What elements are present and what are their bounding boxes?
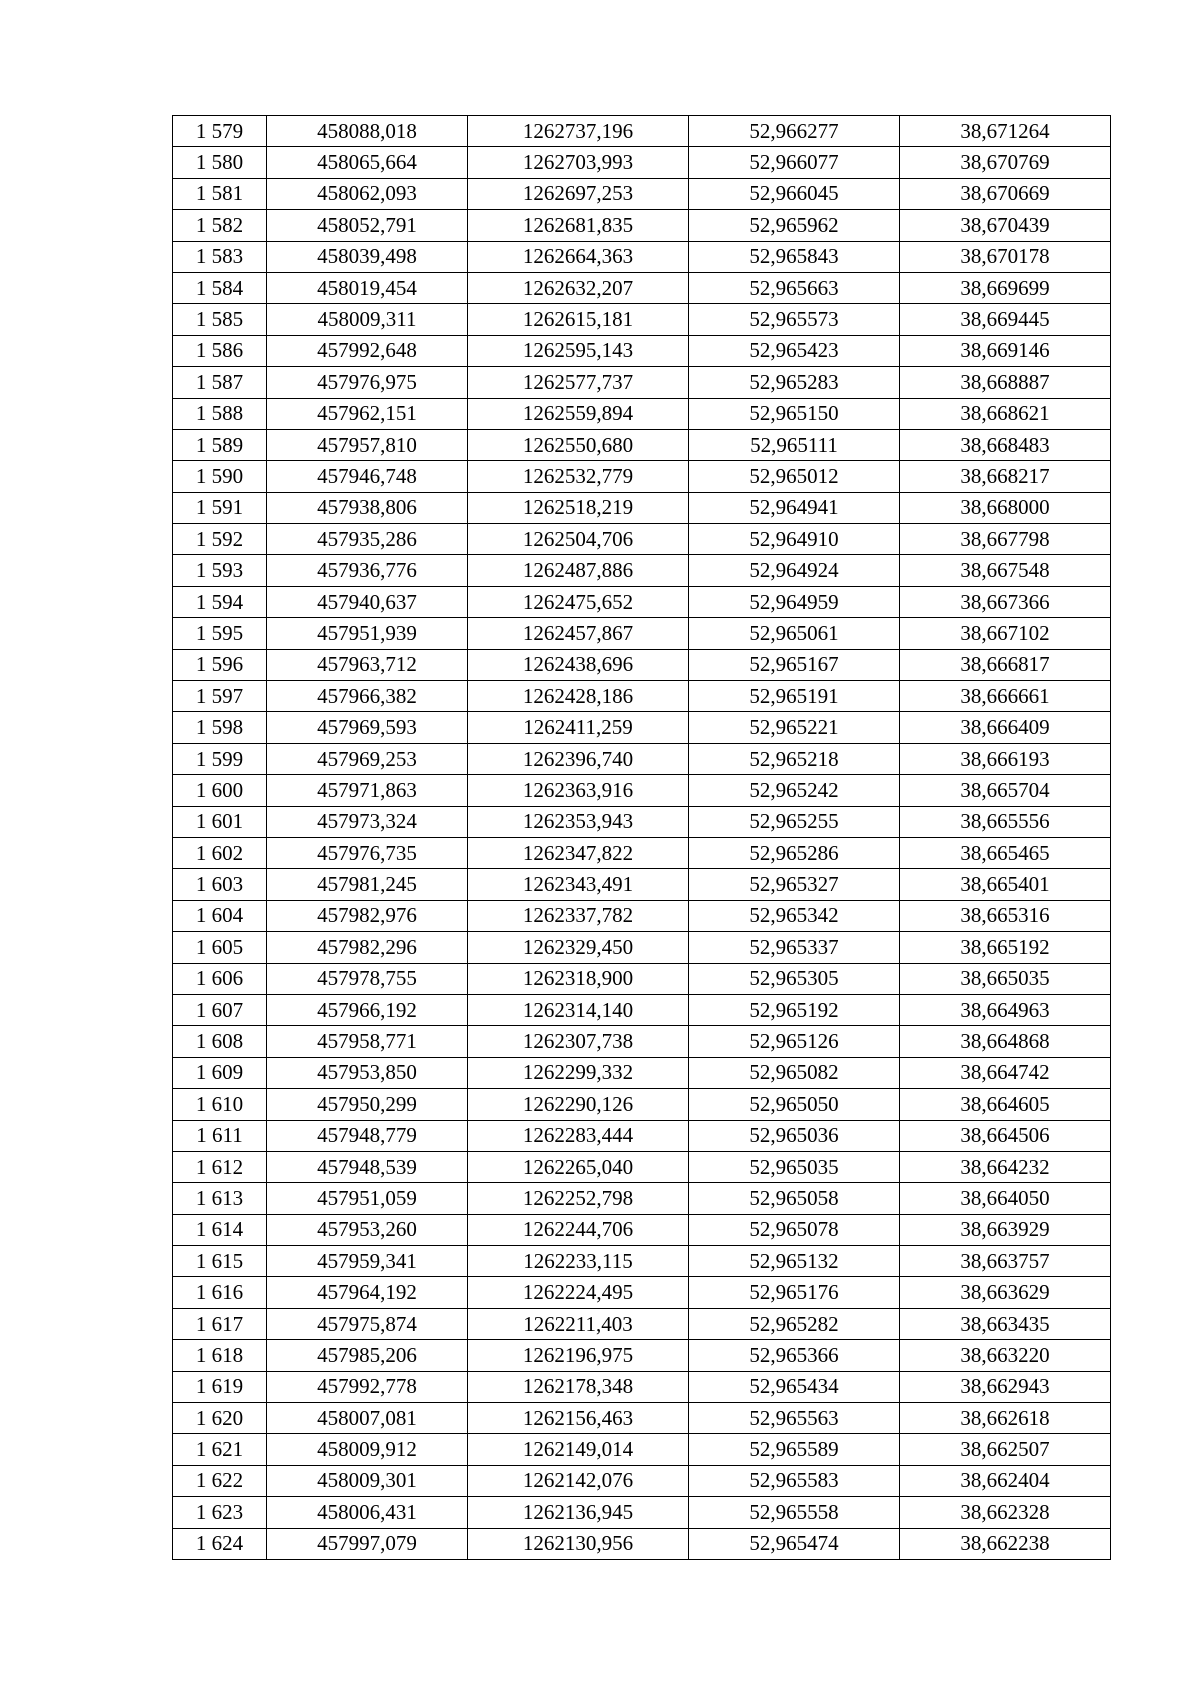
table-row bbox=[173, 775, 1111, 806]
y-coordinate-cell: 1262337,782 bbox=[468, 900, 689, 931]
x-coordinate-cell: 458019,454 bbox=[267, 272, 468, 303]
latitude-cell: 52,965255 bbox=[689, 806, 900, 837]
longitude-cell: 38,664963 bbox=[900, 994, 1111, 1025]
longitude-cell: 38,670178 bbox=[900, 241, 1111, 272]
latitude-cell: 52,965192 bbox=[689, 994, 900, 1025]
point-number-cell: 1 620 bbox=[173, 1403, 267, 1434]
point-number-cell: 1 618 bbox=[173, 1340, 267, 1371]
longitude-cell: 38,664232 bbox=[900, 1151, 1111, 1182]
x-coordinate-cell: 457962,151 bbox=[267, 398, 468, 429]
point-number-cell: 1 621 bbox=[173, 1434, 267, 1465]
table-row bbox=[173, 837, 1111, 868]
latitude-cell: 52,965132 bbox=[689, 1246, 900, 1277]
longitude-cell: 38,663220 bbox=[900, 1340, 1111, 1371]
longitude-cell: 38,668483 bbox=[900, 429, 1111, 460]
longitude-cell: 38,666661 bbox=[900, 681, 1111, 712]
table-row bbox=[173, 492, 1111, 523]
point-number-cell: 1 619 bbox=[173, 1371, 267, 1402]
point-number-cell: 1 617 bbox=[173, 1308, 267, 1339]
coordinates-table bbox=[172, 115, 1111, 1560]
y-coordinate-cell: 1262224,495 bbox=[468, 1277, 689, 1308]
longitude-cell: 38,662328 bbox=[900, 1497, 1111, 1528]
point-number-cell: 1 610 bbox=[173, 1089, 267, 1120]
x-coordinate-cell: 457971,863 bbox=[267, 775, 468, 806]
point-number-cell: 1 608 bbox=[173, 1026, 267, 1057]
point-number-cell: 1 579 bbox=[173, 116, 267, 147]
latitude-cell: 52,965305 bbox=[689, 963, 900, 994]
x-coordinate-cell: 457978,755 bbox=[267, 963, 468, 994]
table-row bbox=[173, 1340, 1111, 1371]
table-row bbox=[173, 147, 1111, 178]
longitude-cell: 38,666193 bbox=[900, 743, 1111, 774]
latitude-cell: 52,965583 bbox=[689, 1465, 900, 1496]
point-number-cell: 1 602 bbox=[173, 837, 267, 868]
y-coordinate-cell: 1262703,993 bbox=[468, 147, 689, 178]
table-row bbox=[173, 398, 1111, 429]
longitude-cell: 38,664506 bbox=[900, 1120, 1111, 1151]
y-coordinate-cell: 1262632,207 bbox=[468, 272, 689, 303]
coordinates-table-body bbox=[173, 116, 1111, 1560]
point-number-cell: 1 611 bbox=[173, 1120, 267, 1151]
longitude-cell: 38,667366 bbox=[900, 586, 1111, 617]
table-row bbox=[173, 743, 1111, 774]
table-row bbox=[173, 555, 1111, 586]
x-coordinate-cell: 458009,301 bbox=[267, 1465, 468, 1496]
y-coordinate-cell: 1262518,219 bbox=[468, 492, 689, 523]
table-row bbox=[173, 335, 1111, 366]
point-number-cell: 1 586 bbox=[173, 335, 267, 366]
x-coordinate-cell: 457997,079 bbox=[267, 1528, 468, 1559]
latitude-cell: 52,966045 bbox=[689, 178, 900, 209]
latitude-cell: 52,965191 bbox=[689, 681, 900, 712]
latitude-cell: 52,965078 bbox=[689, 1214, 900, 1245]
y-coordinate-cell: 1262411,259 bbox=[468, 712, 689, 743]
table-row bbox=[173, 1465, 1111, 1496]
latitude-cell: 52,965176 bbox=[689, 1277, 900, 1308]
point-number-cell: 1 581 bbox=[173, 178, 267, 209]
y-coordinate-cell: 1262318,900 bbox=[468, 963, 689, 994]
longitude-cell: 38,664050 bbox=[900, 1183, 1111, 1214]
y-coordinate-cell: 1262559,894 bbox=[468, 398, 689, 429]
point-number-cell: 1 584 bbox=[173, 272, 267, 303]
longitude-cell: 38,667798 bbox=[900, 524, 1111, 555]
latitude-cell: 52,965036 bbox=[689, 1120, 900, 1151]
y-coordinate-cell: 1262211,403 bbox=[468, 1308, 689, 1339]
point-number-cell: 1 588 bbox=[173, 398, 267, 429]
longitude-cell: 38,665465 bbox=[900, 837, 1111, 868]
table-row bbox=[173, 1246, 1111, 1277]
point-number-cell: 1 612 bbox=[173, 1151, 267, 1182]
table-row bbox=[173, 1183, 1111, 1214]
point-number-cell: 1 607 bbox=[173, 994, 267, 1025]
y-coordinate-cell: 1262307,738 bbox=[468, 1026, 689, 1057]
latitude-cell: 52,965061 bbox=[689, 618, 900, 649]
table-row bbox=[173, 712, 1111, 743]
y-coordinate-cell: 1262178,348 bbox=[468, 1371, 689, 1402]
y-coordinate-cell: 1262156,463 bbox=[468, 1403, 689, 1434]
y-coordinate-cell: 1262457,867 bbox=[468, 618, 689, 649]
point-number-cell: 1 615 bbox=[173, 1246, 267, 1277]
x-coordinate-cell: 457964,192 bbox=[267, 1277, 468, 1308]
x-coordinate-cell: 457982,976 bbox=[267, 900, 468, 931]
table-row bbox=[173, 461, 1111, 492]
y-coordinate-cell: 1262504,706 bbox=[468, 524, 689, 555]
y-coordinate-cell: 1262396,740 bbox=[468, 743, 689, 774]
y-coordinate-cell: 1262550,680 bbox=[468, 429, 689, 460]
longitude-cell: 38,668621 bbox=[900, 398, 1111, 429]
longitude-cell: 38,669146 bbox=[900, 335, 1111, 366]
point-number-cell: 1 595 bbox=[173, 618, 267, 649]
y-coordinate-cell: 1262130,956 bbox=[468, 1528, 689, 1559]
y-coordinate-cell: 1262577,737 bbox=[468, 367, 689, 398]
table-row bbox=[173, 241, 1111, 272]
latitude-cell: 52,965218 bbox=[689, 743, 900, 774]
x-coordinate-cell: 457966,192 bbox=[267, 994, 468, 1025]
latitude-cell: 52,965242 bbox=[689, 775, 900, 806]
latitude-cell: 52,965663 bbox=[689, 272, 900, 303]
y-coordinate-cell: 1262487,886 bbox=[468, 555, 689, 586]
point-number-cell: 1 593 bbox=[173, 555, 267, 586]
latitude-cell: 52,965589 bbox=[689, 1434, 900, 1465]
longitude-cell: 38,662618 bbox=[900, 1403, 1111, 1434]
table-row bbox=[173, 1434, 1111, 1465]
x-coordinate-cell: 457958,771 bbox=[267, 1026, 468, 1057]
latitude-cell: 52,965283 bbox=[689, 367, 900, 398]
y-coordinate-cell: 1262265,040 bbox=[468, 1151, 689, 1182]
latitude-cell: 52,965558 bbox=[689, 1497, 900, 1528]
latitude-cell: 52,966077 bbox=[689, 147, 900, 178]
latitude-cell: 52,965962 bbox=[689, 210, 900, 241]
longitude-cell: 38,662404 bbox=[900, 1465, 1111, 1496]
longitude-cell: 38,665401 bbox=[900, 869, 1111, 900]
y-coordinate-cell: 1262149,014 bbox=[468, 1434, 689, 1465]
longitude-cell: 38,665556 bbox=[900, 806, 1111, 837]
point-number-cell: 1 601 bbox=[173, 806, 267, 837]
x-coordinate-cell: 457951,059 bbox=[267, 1183, 468, 1214]
point-number-cell: 1 590 bbox=[173, 461, 267, 492]
point-number-cell: 1 600 bbox=[173, 775, 267, 806]
latitude-cell: 52,966277 bbox=[689, 116, 900, 147]
point-number-cell: 1 616 bbox=[173, 1277, 267, 1308]
longitude-cell: 38,664742 bbox=[900, 1057, 1111, 1088]
longitude-cell: 38,668887 bbox=[900, 367, 1111, 398]
x-coordinate-cell: 458088,018 bbox=[267, 116, 468, 147]
x-coordinate-cell: 457948,539 bbox=[267, 1151, 468, 1182]
table-row bbox=[173, 618, 1111, 649]
y-coordinate-cell: 1262428,186 bbox=[468, 681, 689, 712]
latitude-cell: 52,965843 bbox=[689, 241, 900, 272]
y-coordinate-cell: 1262142,076 bbox=[468, 1465, 689, 1496]
y-coordinate-cell: 1262737,196 bbox=[468, 116, 689, 147]
point-number-cell: 1 606 bbox=[173, 963, 267, 994]
table-row bbox=[173, 806, 1111, 837]
point-number-cell: 1 582 bbox=[173, 210, 267, 241]
longitude-cell: 38,665192 bbox=[900, 932, 1111, 963]
x-coordinate-cell: 457976,975 bbox=[267, 367, 468, 398]
longitude-cell: 38,662507 bbox=[900, 1434, 1111, 1465]
y-coordinate-cell: 1262595,143 bbox=[468, 335, 689, 366]
point-number-cell: 1 598 bbox=[173, 712, 267, 743]
latitude-cell: 52,965126 bbox=[689, 1026, 900, 1057]
x-coordinate-cell: 457936,776 bbox=[267, 555, 468, 586]
y-coordinate-cell: 1262697,253 bbox=[468, 178, 689, 209]
table-row bbox=[173, 1026, 1111, 1057]
x-coordinate-cell: 457966,382 bbox=[267, 681, 468, 712]
table-row bbox=[173, 1403, 1111, 1434]
x-coordinate-cell: 457992,648 bbox=[267, 335, 468, 366]
x-coordinate-cell: 458006,431 bbox=[267, 1497, 468, 1528]
latitude-cell: 52,965342 bbox=[689, 900, 900, 931]
table-row bbox=[173, 586, 1111, 617]
y-coordinate-cell: 1262347,822 bbox=[468, 837, 689, 868]
y-coordinate-cell: 1262681,835 bbox=[468, 210, 689, 241]
table-row bbox=[173, 524, 1111, 555]
y-coordinate-cell: 1262290,126 bbox=[468, 1089, 689, 1120]
x-coordinate-cell: 457950,299 bbox=[267, 1089, 468, 1120]
point-number-cell: 1 580 bbox=[173, 147, 267, 178]
y-coordinate-cell: 1262233,115 bbox=[468, 1246, 689, 1277]
y-coordinate-cell: 1262363,916 bbox=[468, 775, 689, 806]
table-row bbox=[173, 649, 1111, 680]
table-row bbox=[173, 1371, 1111, 1402]
table-row bbox=[173, 1151, 1111, 1182]
table-row bbox=[173, 1089, 1111, 1120]
point-number-cell: 1 599 bbox=[173, 743, 267, 774]
latitude-cell: 52,965474 bbox=[689, 1528, 900, 1559]
longitude-cell: 38,668217 bbox=[900, 461, 1111, 492]
y-coordinate-cell: 1262353,943 bbox=[468, 806, 689, 837]
latitude-cell: 52,965150 bbox=[689, 398, 900, 429]
x-coordinate-cell: 457981,245 bbox=[267, 869, 468, 900]
point-number-cell: 1 623 bbox=[173, 1497, 267, 1528]
latitude-cell: 52,965012 bbox=[689, 461, 900, 492]
y-coordinate-cell: 1262329,450 bbox=[468, 932, 689, 963]
longitude-cell: 38,669445 bbox=[900, 304, 1111, 335]
table-row bbox=[173, 429, 1111, 460]
longitude-cell: 38,671264 bbox=[900, 116, 1111, 147]
longitude-cell: 38,670439 bbox=[900, 210, 1111, 241]
x-coordinate-cell: 458039,498 bbox=[267, 241, 468, 272]
longitude-cell: 38,670669 bbox=[900, 178, 1111, 209]
table-row bbox=[173, 900, 1111, 931]
table-row bbox=[173, 1120, 1111, 1151]
table-row bbox=[173, 681, 1111, 712]
latitude-cell: 52,965286 bbox=[689, 837, 900, 868]
longitude-cell: 38,664868 bbox=[900, 1026, 1111, 1057]
latitude-cell: 52,965035 bbox=[689, 1151, 900, 1182]
x-coordinate-cell: 457959,341 bbox=[267, 1246, 468, 1277]
point-number-cell: 1 603 bbox=[173, 869, 267, 900]
point-number-cell: 1 592 bbox=[173, 524, 267, 555]
y-coordinate-cell: 1262244,706 bbox=[468, 1214, 689, 1245]
point-number-cell: 1 624 bbox=[173, 1528, 267, 1559]
latitude-cell: 52,965082 bbox=[689, 1057, 900, 1088]
table-row bbox=[173, 1057, 1111, 1088]
latitude-cell: 52,964959 bbox=[689, 586, 900, 617]
table-row bbox=[173, 963, 1111, 994]
x-coordinate-cell: 458009,311 bbox=[267, 304, 468, 335]
latitude-cell: 52,964924 bbox=[689, 555, 900, 586]
point-number-cell: 1 585 bbox=[173, 304, 267, 335]
x-coordinate-cell: 458009,912 bbox=[267, 1434, 468, 1465]
longitude-cell: 38,667102 bbox=[900, 618, 1111, 649]
x-coordinate-cell: 457976,735 bbox=[267, 837, 468, 868]
y-coordinate-cell: 1262252,798 bbox=[468, 1183, 689, 1214]
table-row bbox=[173, 869, 1111, 900]
x-coordinate-cell: 457935,286 bbox=[267, 524, 468, 555]
y-coordinate-cell: 1262615,181 bbox=[468, 304, 689, 335]
y-coordinate-cell: 1262664,363 bbox=[468, 241, 689, 272]
point-number-cell: 1 594 bbox=[173, 586, 267, 617]
x-coordinate-cell: 457938,806 bbox=[267, 492, 468, 523]
table-row bbox=[173, 1528, 1111, 1559]
longitude-cell: 38,663929 bbox=[900, 1214, 1111, 1245]
x-coordinate-cell: 457975,874 bbox=[267, 1308, 468, 1339]
longitude-cell: 38,663629 bbox=[900, 1277, 1111, 1308]
x-coordinate-cell: 458062,093 bbox=[267, 178, 468, 209]
y-coordinate-cell: 1262196,975 bbox=[468, 1340, 689, 1371]
x-coordinate-cell: 457957,810 bbox=[267, 429, 468, 460]
latitude-cell: 52,965058 bbox=[689, 1183, 900, 1214]
table-row bbox=[173, 367, 1111, 398]
point-number-cell: 1 605 bbox=[173, 932, 267, 963]
x-coordinate-cell: 458065,664 bbox=[267, 147, 468, 178]
latitude-cell: 52,965423 bbox=[689, 335, 900, 366]
longitude-cell: 38,662238 bbox=[900, 1528, 1111, 1559]
x-coordinate-cell: 457953,260 bbox=[267, 1214, 468, 1245]
point-number-cell: 1 622 bbox=[173, 1465, 267, 1496]
latitude-cell: 52,965221 bbox=[689, 712, 900, 743]
table-row bbox=[173, 178, 1111, 209]
x-coordinate-cell: 457982,296 bbox=[267, 932, 468, 963]
table-row bbox=[173, 932, 1111, 963]
y-coordinate-cell: 1262283,444 bbox=[468, 1120, 689, 1151]
latitude-cell: 52,965111 bbox=[689, 429, 900, 460]
point-number-cell: 1 613 bbox=[173, 1183, 267, 1214]
longitude-cell: 38,666817 bbox=[900, 649, 1111, 680]
x-coordinate-cell: 458052,791 bbox=[267, 210, 468, 241]
point-number-cell: 1 587 bbox=[173, 367, 267, 398]
longitude-cell: 38,668000 bbox=[900, 492, 1111, 523]
x-coordinate-cell: 457946,748 bbox=[267, 461, 468, 492]
longitude-cell: 38,663757 bbox=[900, 1246, 1111, 1277]
latitude-cell: 52,964910 bbox=[689, 524, 900, 555]
y-coordinate-cell: 1262314,140 bbox=[468, 994, 689, 1025]
latitude-cell: 52,965282 bbox=[689, 1308, 900, 1339]
latitude-cell: 52,965573 bbox=[689, 304, 900, 335]
point-number-cell: 1 604 bbox=[173, 900, 267, 931]
x-coordinate-cell: 457948,779 bbox=[267, 1120, 468, 1151]
longitude-cell: 38,665316 bbox=[900, 900, 1111, 931]
longitude-cell: 38,665704 bbox=[900, 775, 1111, 806]
latitude-cell: 52,965167 bbox=[689, 649, 900, 680]
latitude-cell: 52,965337 bbox=[689, 932, 900, 963]
point-number-cell: 1 591 bbox=[173, 492, 267, 523]
point-number-cell: 1 609 bbox=[173, 1057, 267, 1088]
longitude-cell: 38,662943 bbox=[900, 1371, 1111, 1402]
y-coordinate-cell: 1262475,652 bbox=[468, 586, 689, 617]
latitude-cell: 52,964941 bbox=[689, 492, 900, 523]
longitude-cell: 38,667548 bbox=[900, 555, 1111, 586]
y-coordinate-cell: 1262532,779 bbox=[468, 461, 689, 492]
point-number-cell: 1 589 bbox=[173, 429, 267, 460]
x-coordinate-cell: 457951,939 bbox=[267, 618, 468, 649]
latitude-cell: 52,965366 bbox=[689, 1340, 900, 1371]
point-number-cell: 1 597 bbox=[173, 681, 267, 712]
point-number-cell: 1 614 bbox=[173, 1214, 267, 1245]
longitude-cell: 38,664605 bbox=[900, 1089, 1111, 1120]
x-coordinate-cell: 457953,850 bbox=[267, 1057, 468, 1088]
longitude-cell: 38,665035 bbox=[900, 963, 1111, 994]
y-coordinate-cell: 1262299,332 bbox=[468, 1057, 689, 1088]
longitude-cell: 38,666409 bbox=[900, 712, 1111, 743]
table-row bbox=[173, 1308, 1111, 1339]
longitude-cell: 38,663435 bbox=[900, 1308, 1111, 1339]
x-coordinate-cell: 458007,081 bbox=[267, 1403, 468, 1434]
x-coordinate-cell: 457963,712 bbox=[267, 649, 468, 680]
x-coordinate-cell: 457969,253 bbox=[267, 743, 468, 774]
table-row bbox=[173, 210, 1111, 241]
table-row bbox=[173, 116, 1111, 147]
table-row bbox=[173, 304, 1111, 335]
latitude-cell: 52,965327 bbox=[689, 869, 900, 900]
table-row bbox=[173, 994, 1111, 1025]
x-coordinate-cell: 457992,778 bbox=[267, 1371, 468, 1402]
longitude-cell: 38,669699 bbox=[900, 272, 1111, 303]
table-row bbox=[173, 1277, 1111, 1308]
point-number-cell: 1 596 bbox=[173, 649, 267, 680]
latitude-cell: 52,965050 bbox=[689, 1089, 900, 1120]
x-coordinate-cell: 457969,593 bbox=[267, 712, 468, 743]
table-row bbox=[173, 272, 1111, 303]
y-coordinate-cell: 1262343,491 bbox=[468, 869, 689, 900]
y-coordinate-cell: 1262136,945 bbox=[468, 1497, 689, 1528]
longitude-cell: 38,670769 bbox=[900, 147, 1111, 178]
y-coordinate-cell: 1262438,696 bbox=[468, 649, 689, 680]
latitude-cell: 52,965434 bbox=[689, 1371, 900, 1402]
x-coordinate-cell: 457973,324 bbox=[267, 806, 468, 837]
x-coordinate-cell: 457985,206 bbox=[267, 1340, 468, 1371]
table-row bbox=[173, 1214, 1111, 1245]
latitude-cell: 52,965563 bbox=[689, 1403, 900, 1434]
point-number-cell: 1 583 bbox=[173, 241, 267, 272]
table-row bbox=[173, 1497, 1111, 1528]
x-coordinate-cell: 457940,637 bbox=[267, 586, 468, 617]
